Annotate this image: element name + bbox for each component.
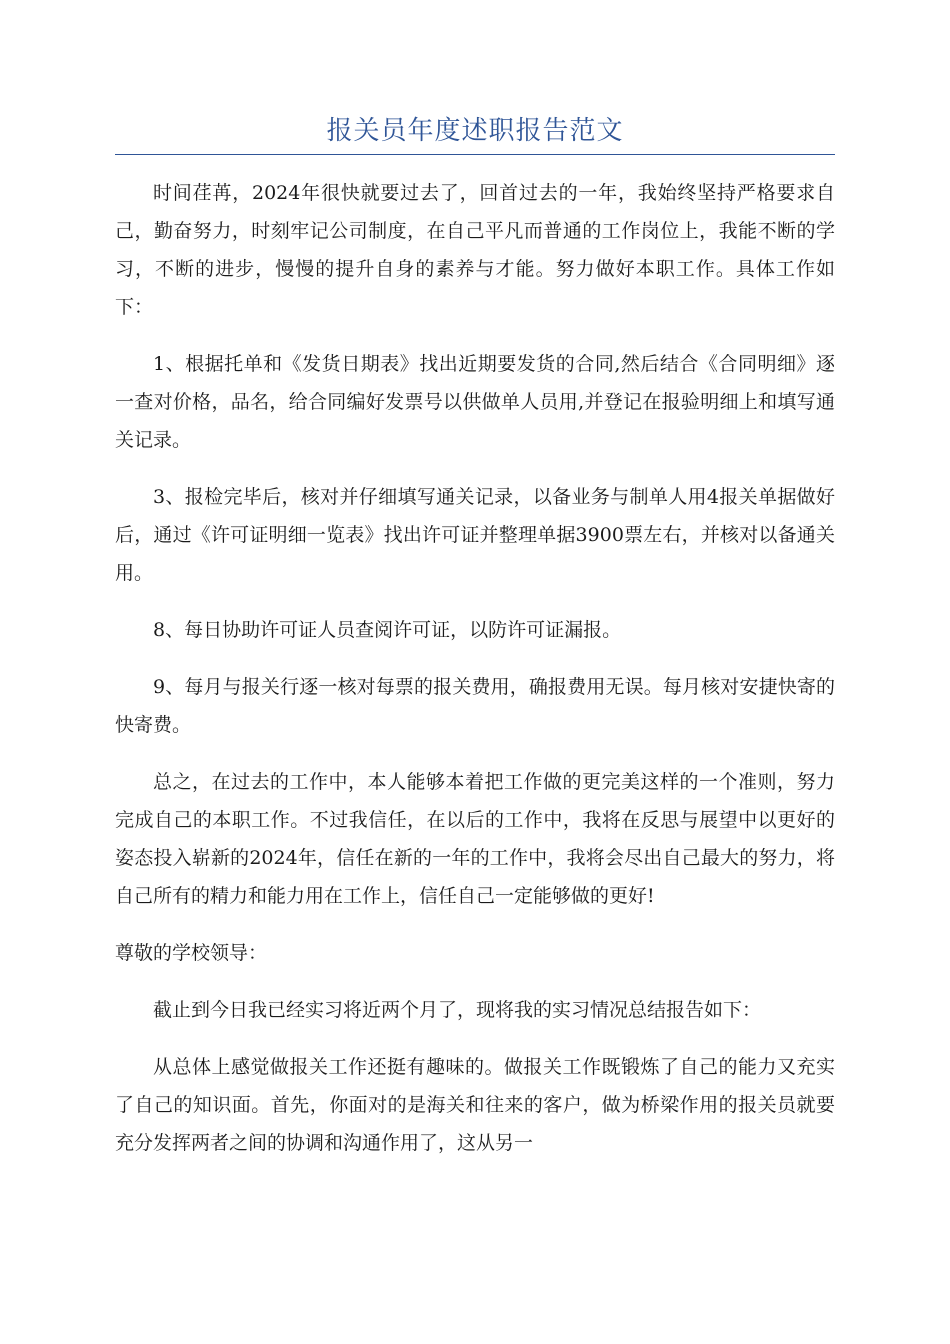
document-title: 报关员年度述职报告范文 [326, 116, 624, 146]
paragraph-item-9: 9、每月与报关行逐一核对每票的报关费用，确报费用无误。每月核对安捷快寄的快寄费。 [115, 676, 835, 736]
paragraph-item-3: 3、报检完毕后，核对并仔细填写通关记录，以备业务与制单人用4报关单据做好后，通过《许可证明细一览表》找出许可证并整理单据3900票左右，并核对以备通关用。 [115, 486, 835, 584]
paragraph-item-1: 1、根据托单和《发货日期表》找出近期要发货的合同,然后结合《合同明细》逐一查对价格，品名，给合同编好发票号以供做单人员用,并登记在报验明细上和填写通关记录。 [115, 353, 835, 451]
paragraph-internship-body: 从总体上感觉做报关工作还挺有趣味的。做报关工作既锻炼了自己的能力又充实了自己的知识面。首先，你面对的是海关和往来的客户，做为桥梁作用的报关员就要充分发挥两者之间的协调和沟通作用了，这从另一 [115, 1056, 835, 1154]
document-body [115, 174, 835, 1181]
paragraph-item-8: 8、每日协助许可证人员查阅许可证，以防许可证漏报。 [153, 619, 622, 641]
paragraph-intro: 时间荏苒，2024年很快就要过去了，回首过去的一年，我始终坚持严格要求自己，勤奋努力，时刻牢记公司制度，在自己平凡而普通的工作岗位上，我能不断的学习，不断的进步，慢慢的提升自身的素养与才能。努力做好本职工作。具体工作如下： [115, 182, 835, 318]
title-underline [115, 154, 835, 155]
paragraph-summary: 总之，在过去的工作中，本人能够本着把工作做的更完美这样的一个准则，努力完成自己的本职工作。不过我信任，在以后的工作中，我将在反思与展望中以更好的姿态投入崭新的2024年，信任在新的一年的工作中，我将会尽出自己最大的努力，将自己所有的精力和能力用在工作上，信任自己一定能够做的更好! [115, 771, 835, 907]
paragraph-salutation: 尊敬的学校领导： [115, 942, 268, 964]
paragraph-internship-intro: 截止到今日我已经实习将近两个月了，现将我的实习情况总结报告如下： [153, 999, 762, 1021]
